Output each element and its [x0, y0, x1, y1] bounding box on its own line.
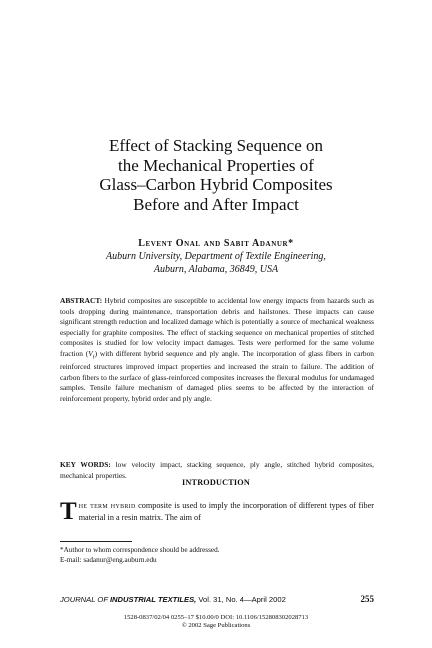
- journal-citation-line: [60, 595, 380, 604]
- abstract-text: Hybrid composites are susceptible to accidental low energy impacts from hazards such as tools dropping during maintenance, transportation debris and hailstones. These impacts can cause significant strength reduction and localized damage which is potentially a source of mechanical weakness especially for graphite composites. The effect of stacking sequence on mechanical properties of stitched composites is studied for low velocity impact damages. Tests were performed for the same volume fraction (: [60, 296, 374, 358]
- email-note: E-mail: sadanur@eng.auburn.edu: [60, 556, 157, 564]
- keywords-label: KEY WORDS:: [60, 460, 111, 469]
- article-title: [40, 136, 392, 214]
- section-heading-introduction: INTRODUCTION: [182, 478, 250, 487]
- correspondence-note: *Author to whom correspondence should be addressed.: [60, 546, 220, 554]
- drop-cap-letter: T: [60, 498, 77, 525]
- introduction-paragraph: [60, 500, 374, 523]
- title-line: Effect of Stacking Sequence on: [108, 136, 323, 155]
- affiliation-line: Auburn University, Department of Textile Engineering,: [106, 251, 326, 262]
- footnote-divider: [60, 541, 132, 542]
- keywords-text: low velocity impact, stacking sequence, ply angle, stitched hybrid composites, mechanical properties.: [60, 460, 374, 480]
- title-line: Glass–Carbon Hybrid Composites: [99, 175, 333, 194]
- volume-fraction-subscript: f: [92, 353, 95, 360]
- volume-fraction-symbol: V: [88, 348, 93, 358]
- affiliation-line: Auburn, Alabama, 36849, USA: [153, 264, 279, 275]
- title-line: Before and After Impact: [133, 194, 299, 214]
- author-names: Levent Onal and Sabit Adanur*: [138, 238, 294, 249]
- intro-text: composite is used to imply the incorporation of different types of fiber material in a resin matrix. The aim of: [78, 501, 374, 522]
- title-line: the Mechanical Properties of: [118, 155, 314, 175]
- abstract-paragraph: [60, 296, 374, 404]
- journal-issue: Vol. 31, No. 4—April 2002: [196, 595, 286, 604]
- footnotes: [60, 545, 360, 565]
- intro-lead-in: he term hybrid: [78, 501, 136, 510]
- page-number: 255: [360, 594, 374, 604]
- abstract-text-continued: ) with different hybrid sequence and ply angle. The incorporation of glass fibers in carbon reinforced structures improved impact properties and increased the strain to failure. The addition of carbon fibers to the surface of glass-reinforced composites increases the flexural modulus for undamaged samples. Tensile failure mechanism of damaged plies seems to be affected by the interaction of reinforcement property, hybrid order and ply angle.: [60, 348, 374, 403]
- author-affiliation: [40, 250, 392, 276]
- copyright-line: © 2002 Sage Publications: [181, 622, 251, 629]
- doi-line: 1528-0837/02/04 0255–17 $10.00/0 DOI: 10.1106/152808302028713: [123, 614, 309, 621]
- abstract-label: ABSTRACT:: [60, 296, 103, 305]
- journal-name: JOURNAL OF INDUSTRIAL TEXTILES,: [60, 595, 197, 604]
